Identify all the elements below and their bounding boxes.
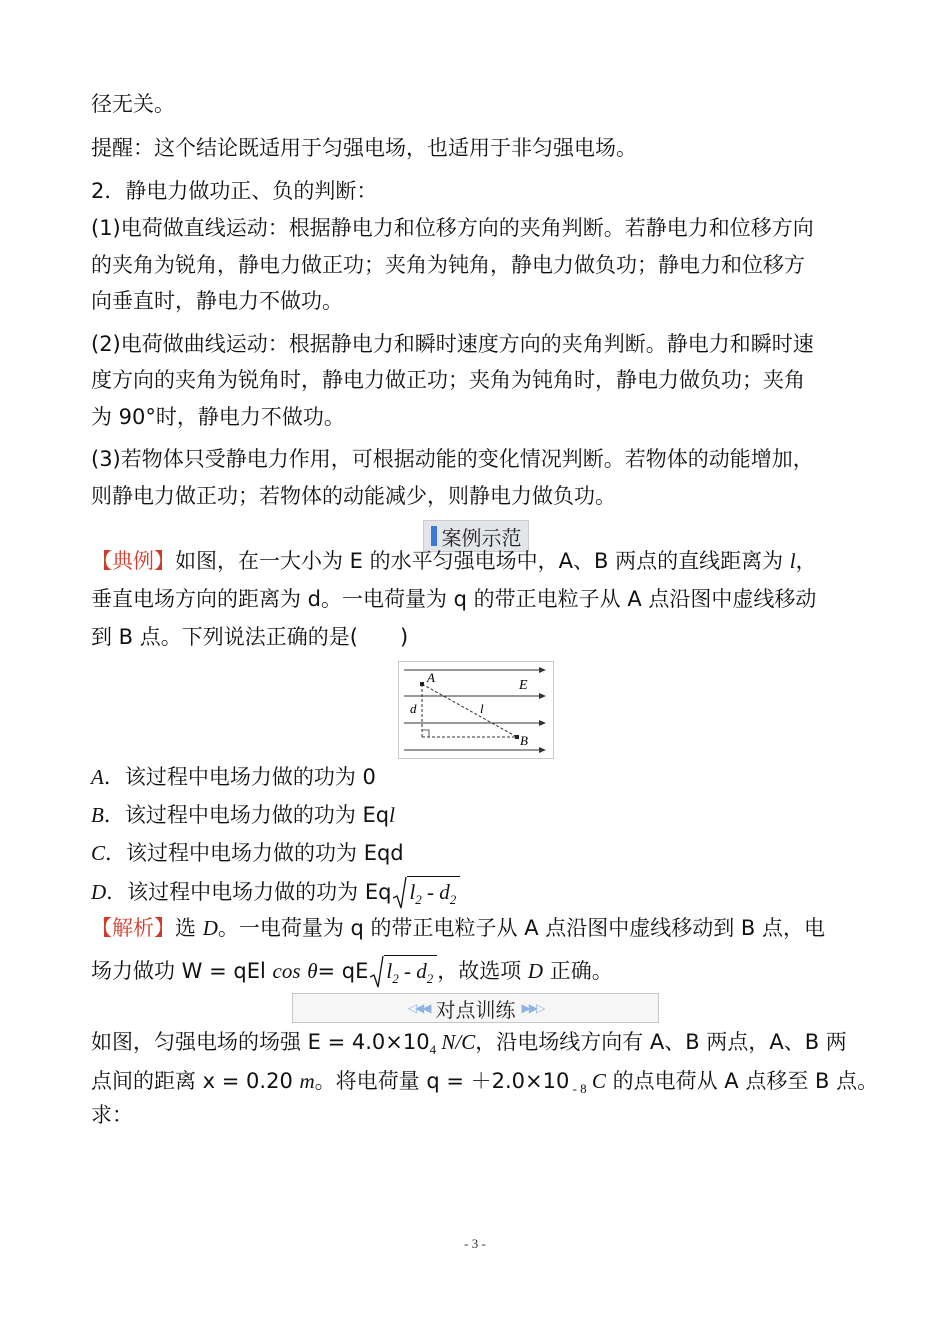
option-text: ．该过程中电场力做的功为 Eq — [106, 880, 392, 904]
analysis-line-2 — [91, 955, 613, 994]
exercise-text: 。将电荷量 q = ＋2.0×10 — [314, 1069, 570, 1093]
analysis-text: 正确。 — [543, 959, 613, 983]
example-tag: 【典例】 — [91, 549, 175, 573]
exercise-line-2 — [91, 1066, 878, 1104]
text-line: (1)电荷做直线运动：根据静电力和位移方向的夹角判断。若静电力和位移方向 — [91, 216, 814, 240]
case-banner-label: 案例示范 — [441, 525, 522, 550]
variable: θ — [307, 959, 318, 983]
variable: D — [202, 916, 218, 940]
sqrt-expression: $l_2 - d_2$ — [393, 876, 460, 915]
label-d: d — [410, 701, 417, 716]
example-line-2: 垂直电场方向的距离为 d。一电荷量为 q 的带正电粒子从 A 点沿图中虚线移动 — [91, 587, 817, 611]
example-line-3: 到 B 点。下列说法正确的是( ) — [91, 625, 409, 649]
exercise-line-1 — [91, 1027, 847, 1065]
right-angle-mark — [422, 730, 429, 737]
option-text: ．该过程中电场力做的功为 Eqd — [105, 841, 404, 865]
exponent: - 8 — [569, 1081, 587, 1096]
right-arrows-icon: ▶▶▷ — [521, 1001, 544, 1015]
sqrt-icon — [370, 955, 384, 989]
sqrt-icon — [393, 876, 407, 910]
analysis-text: 。一电荷量为 q 的带正电粒子从 A 点沿图中虚线移动到 B 点，电 — [217, 916, 826, 940]
label-b: B — [520, 733, 528, 748]
exercise-text: 点间的距离 x = 0.20 — [91, 1069, 300, 1093]
practice-banner — [292, 993, 659, 1023]
text-line: (2)电荷做曲线运动：根据静电力和瞬时速度方向的夹角判断。静电力和瞬时速 — [91, 332, 814, 356]
electric-field-figure — [398, 661, 554, 759]
label-e: E — [519, 678, 528, 693]
option-c — [91, 838, 404, 868]
practice-banner-label: 对点训练 — [435, 997, 516, 1022]
example-line-1 — [91, 546, 817, 576]
page-number: - 3 - — [464, 1236, 486, 1251]
text-line: 度方向的夹角为锐角时，静电力做正功；夹角为钝角时，静电力做负功；夹角 — [91, 368, 805, 392]
analysis-tag: 【解析】 — [91, 916, 175, 940]
option-text: ．该过程中电场力做的功为 Eq — [103, 803, 390, 827]
text-line: 的夹角为锐角，静电力做正功；夹角为钝角，静电力做负功；静电力和位移方 — [91, 253, 805, 277]
analysis-text: 场力做功 W = qEl — [91, 959, 273, 983]
variable: l — [389, 803, 395, 827]
exercise-text: 如图，匀强电场的场强 E = 4.0×10 — [91, 1030, 430, 1054]
text-line: 向垂直时，静电力不做功。 — [91, 289, 343, 313]
exponent: 4 — [429, 1042, 437, 1057]
text-line: 则静电力做正功；若物体的动能减少，则静电力做负功。 — [91, 484, 616, 508]
option-letter: C — [91, 841, 106, 865]
label-a: A — [427, 670, 435, 685]
option-a — [91, 762, 376, 792]
unit: N/C — [436, 1030, 476, 1054]
example-text: ， — [795, 549, 817, 573]
analysis-text: ，故选项 — [437, 959, 528, 983]
option-letter: D — [91, 880, 107, 904]
point-b — [515, 735, 519, 739]
label-l: l — [480, 701, 484, 716]
exercise-text: 的点电荷从 A 点移至 B 点。 — [605, 1069, 879, 1093]
analysis-line-1 — [91, 913, 825, 943]
variable: l — [789, 549, 796, 573]
analysis-text: 选 — [175, 916, 203, 940]
left-arrows-icon: ◁◀◀ — [407, 1001, 430, 1015]
analysis-text: = qE — [317, 959, 369, 983]
option-d — [91, 876, 460, 915]
variable: D — [527, 959, 544, 983]
text-line: 径无关。 — [91, 92, 175, 116]
text-line: (3)若物体只受静电力作用，可根据动能的变化情况判断。若物体的动能增加， — [91, 447, 814, 471]
example-text: 如图，在一大小为 E 的水平匀强电场中，A、B 两点的直线距离为 — [175, 549, 790, 573]
sqrt-expression: $l_2 - d_2$ — [370, 955, 437, 994]
exercise-line-3: 求： — [91, 1103, 133, 1127]
point-a — [420, 682, 424, 686]
unit: m — [299, 1069, 315, 1093]
field-diagram — [399, 662, 553, 758]
variable: cos — [272, 959, 301, 983]
text-line: 为 90°时，静电力不做功。 — [91, 405, 345, 429]
unit: C — [586, 1069, 606, 1093]
exercise-text: ，沿电场线方向有 A、B 两点，A、B 两 — [475, 1030, 847, 1054]
banner-bar-icon — [431, 526, 437, 546]
text-line: 2．静电力做功正、负的判断： — [91, 179, 378, 203]
dashed-path — [422, 684, 517, 737]
option-text: ．该过程中电场力做的功为 0 — [103, 765, 376, 789]
option-letter: B — [91, 803, 104, 827]
option-b — [91, 800, 395, 830]
option-letter: A — [91, 765, 104, 789]
text-line: 提醒：这个结论既适用于匀强电场，也适用于非匀强电场。 — [91, 136, 637, 160]
